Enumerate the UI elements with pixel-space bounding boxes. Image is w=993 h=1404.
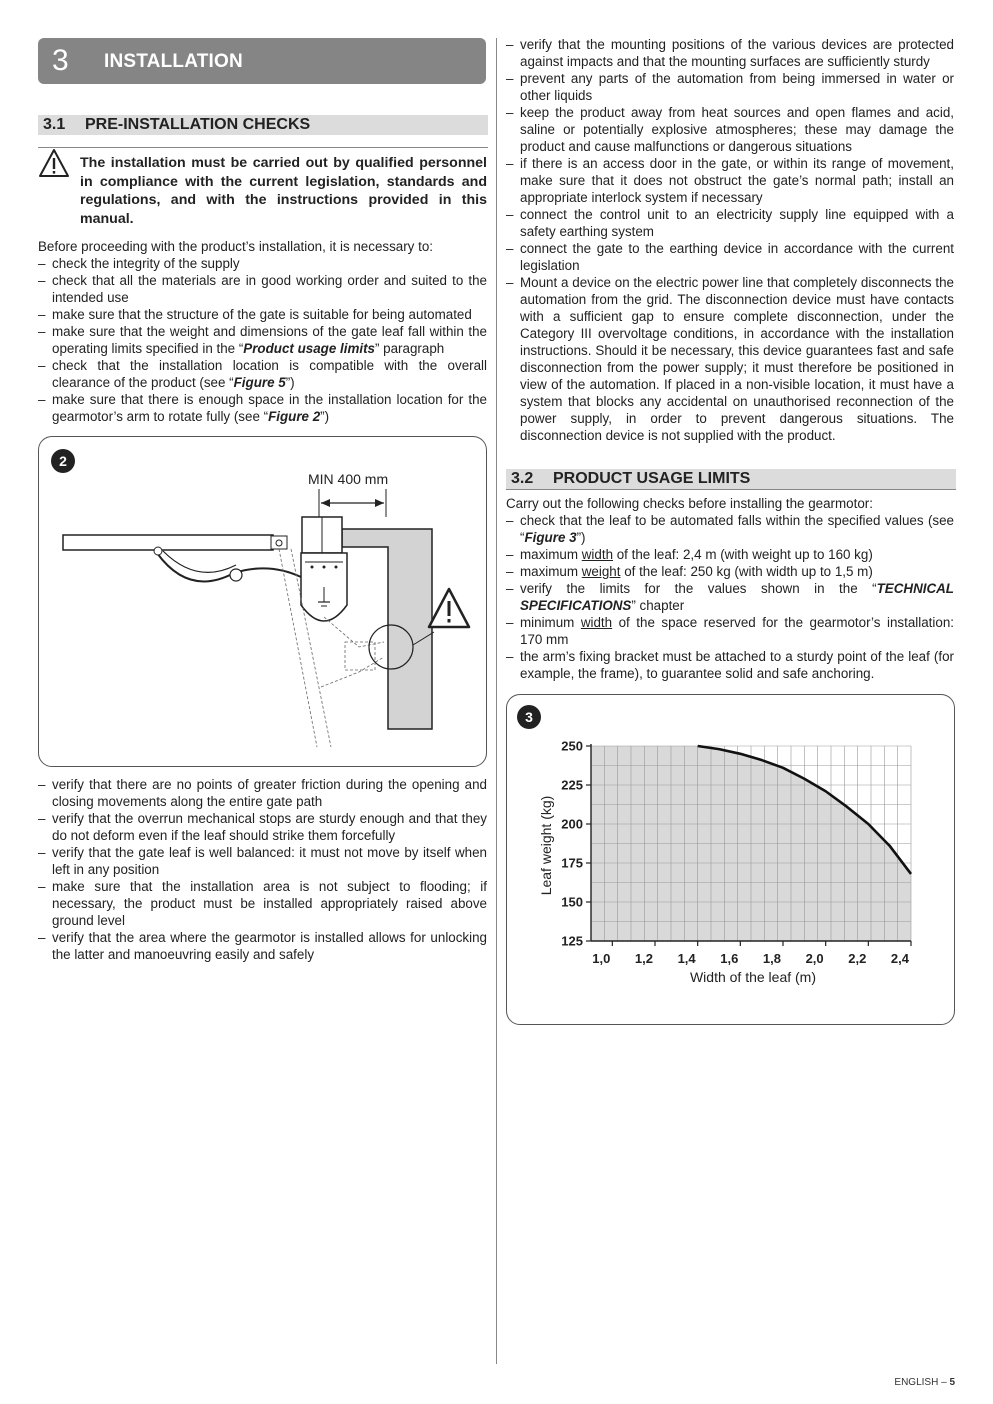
x-tick-label: 1,4 [677, 951, 696, 966]
y-tick-label: 250 [561, 738, 583, 754]
list-item: – verify that the gate leaf is well balanced: it must not move by itself when left in any position [38, 844, 487, 878]
section-title: PRODUCT USAGE LIMITS [553, 470, 751, 487]
column-divider [496, 38, 497, 1364]
weight-width-chart [507, 695, 954, 1024]
x-tick-label: 1,2 [634, 951, 653, 966]
chapter-number: 3 [52, 44, 69, 77]
list-item: – make sure that there is enough space in the installation location for the gearmotor’s arm to rotate fully (see “Figure 2”) [38, 391, 487, 425]
list-item: – maximum width of the leaf: 2,4 m (with weight up to 160 kg) [506, 546, 954, 563]
x-axis-label: Width of the leaf (m) [689, 969, 817, 985]
intro-text-2: Carry out the following checks before installing the gearmotor: [506, 496, 873, 511]
y-tick-label: 175 [561, 855, 583, 871]
chapter-title: INSTALLATION [104, 51, 243, 72]
y-axis-label: Leaf weight (kg) [538, 795, 554, 896]
check-list-left [38, 255, 487, 425]
list-item: – connect the control unit to an electricity supply line equipped with a safety earthing system [506, 206, 954, 240]
x-tick-label: 2,2 [848, 951, 867, 966]
dimension-label: MIN 400 mm [308, 471, 389, 487]
x-tick-label: 2,0 [805, 951, 824, 966]
page-footer: ENGLISH – 5 [894, 1377, 955, 1388]
figure-number: 3 [517, 705, 541, 729]
list-item: – check that all the materials are in good working order and suited to the intended use [38, 272, 487, 306]
check-list-left-2 [38, 776, 487, 963]
list-item: – verify that the area where the gearmotor is installed allows for unlocking the latter and manoeuvring easily and safely [38, 929, 487, 963]
figure-number: 2 [51, 449, 75, 473]
list-item: – verify that there are no points of greater friction during the opening and closing movements along the entire gate path [38, 776, 487, 810]
list-item: – prevent any parts of the automation from being immersed in water or other liquids [506, 70, 954, 104]
divider [38, 147, 488, 148]
y-tick-label: 225 [561, 777, 583, 793]
figure-3 [506, 694, 955, 1025]
list-item: – if there is an access door in the gate, or within its range of movement, make sure that it does not obstruct the gate’s normal path; install an appropriate interlock system if necessary [506, 155, 954, 206]
intro-text: Before proceeding with the product’s installation, it is necessary to: [38, 239, 433, 254]
figure-2 [38, 436, 487, 767]
y-tick-label: 200 [561, 816, 583, 832]
list-item: – the arm’s fixing bracket must be attached to a sturdy point of the leaf (for example, the frame), to guarantee solid and safe anchoring. [506, 648, 954, 682]
list-item: – make sure that the structure of the gate is suitable for being automated [38, 306, 487, 323]
divider [506, 489, 956, 490]
x-tick-label: 1,8 [762, 951, 781, 966]
list-item: – check that the leaf to be automated falls within the specified values (see “Figure 3”) [506, 512, 954, 546]
list-item: – verify that the mounting positions of the various devices are protected against impacts and that the mounting surfaces are sufficiently sturdy [506, 36, 954, 70]
list-item: – Mount a device on the electric power line that completely disconnects the automation from the grid. The disconnection device must have contacts with a sufficient gap to ensure complete disconnection, under the Category III overvoltage conditions, in accordance with the installation instructions. Should it be necessary, this device guarantees fast and safe disconnection from the power supply; it must therefore be positioned in view of the automation. If placed in a non-visible location, it must have a system that blocks any accidental on unauthorised reconnection of the power supply, in order to prevent dangerous situations. The disconnection device is not supplied with the product. [506, 274, 954, 444]
list-item: – check that the installation location is compatible with the overall clearance of the product (see “Figure 5”) [38, 357, 487, 391]
check-list-right [506, 36, 954, 444]
list-item: – minimum width of the space reserved for the gearmotor’s installation: 170 mm [506, 614, 954, 648]
x-tick-label: 1,6 [720, 951, 739, 966]
list-item: – check the integrity of the supply [38, 255, 487, 272]
list-item: – maximum weight of the leaf: 250 kg (with width up to 1,5 m) [506, 563, 954, 580]
x-tick-label: 1,0 [592, 951, 611, 966]
section-heading-pre-installation [38, 115, 488, 135]
list-item: – verify that the overrun mechanical stops are sturdy enough and that they do not deform even if the leaf should strike them forcefully [38, 810, 487, 844]
limits-list [506, 512, 954, 682]
section-title: PRE-INSTALLATION CHECKS [85, 116, 311, 133]
list-item: – make sure that the installation area is not subject to flooding; if necessary, the product must be installed appropriately raised above ground level [38, 878, 487, 929]
section-heading-usage-limits [506, 469, 956, 489]
gate-diagram [39, 437, 486, 766]
section-number: 3.2 [511, 470, 534, 487]
x-tick-label: 2,4 [890, 951, 909, 966]
chapter-header [38, 38, 486, 84]
list-item: – keep the product away from heat sources and open flames and acid, saline or potentially explosive atmospheres; these may damage the product and cause malfunctions or dangerous situations [506, 104, 954, 155]
list-item: – connect the gate to the earthing device in accordance with the current legislation [506, 240, 954, 274]
warning-icon [38, 148, 70, 178]
y-tick-label: 150 [561, 894, 583, 910]
section-number: 3.1 [43, 116, 66, 133]
warning-text: The installation must be carried out by qualified personnel in compliance with the current legislation, standards and regulations, and with the instructions provided in this manual. [80, 155, 487, 227]
list-item: – make sure that the weight and dimensions of the gate leaf fall within the operating limits specified in the “Product usage limits” paragraph [38, 323, 487, 357]
y-tick-label: 125 [561, 933, 583, 949]
list-item: – verify the limits for the values shown in the “TECHNICAL SPECIFICATIONS” chapter [506, 580, 954, 614]
